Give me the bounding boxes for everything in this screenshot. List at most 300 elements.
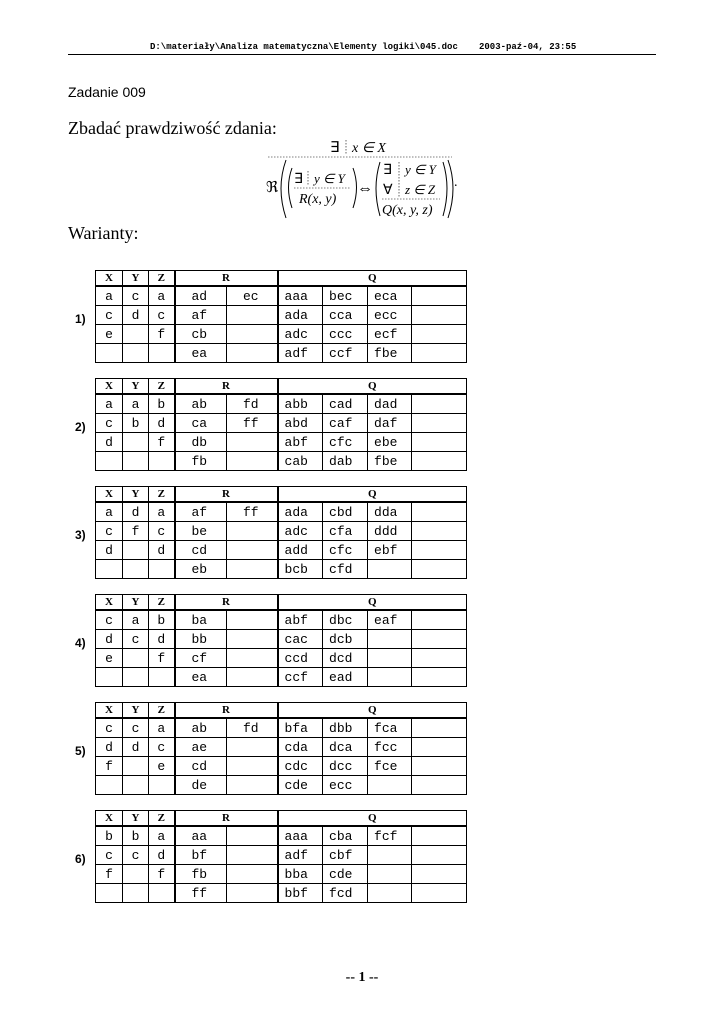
cell-q2: cde <box>323 865 368 884</box>
right-quantifier-2: ∀ <box>383 183 393 198</box>
right-predicate: Q(x, y, z) <box>382 203 433 218</box>
cell-z: c <box>149 738 175 757</box>
cell-q2: ecc <box>323 776 368 795</box>
cell-z: b <box>149 610 175 630</box>
cell-r2 <box>227 738 278 757</box>
cell-q3: dda <box>368 502 412 522</box>
cell-r1: ca <box>175 414 227 433</box>
cell-r2: fd <box>227 718 278 738</box>
page-header <box>68 40 656 55</box>
cell-q1: abf <box>278 433 323 452</box>
cell-y: c <box>123 630 149 649</box>
variant-table <box>95 486 467 579</box>
cell-q1: abd <box>278 414 323 433</box>
cell-r1: cd <box>175 541 227 560</box>
table-row <box>96 414 467 433</box>
cell-q1: bcb <box>278 560 323 579</box>
cell-q3: fcf <box>368 826 412 846</box>
cell-z <box>149 344 175 363</box>
variant-label: 6) <box>75 852 86 866</box>
cell-q4 <box>412 394 467 414</box>
table-row <box>96 826 467 846</box>
cell-r1: cf <box>175 649 227 668</box>
cell-q1: cab <box>278 452 323 471</box>
variants-heading: Warianty: <box>68 223 139 243</box>
variant-table <box>95 594 467 687</box>
table-row <box>96 738 467 757</box>
cell-z <box>149 776 175 795</box>
cell-q1: aaa <box>278 826 323 846</box>
cell-q4 <box>412 776 467 795</box>
cell-q4 <box>412 846 467 865</box>
cell-q2: ead <box>323 668 368 687</box>
cell-q3: ebe <box>368 433 412 452</box>
header-q: Q <box>278 379 467 395</box>
left-predicate: R(x, y) <box>299 192 337 207</box>
table-row <box>96 452 467 471</box>
cell-y <box>123 344 149 363</box>
header-q: Q <box>278 487 467 503</box>
cell-z: d <box>149 846 175 865</box>
cell-r2 <box>227 541 278 560</box>
variant-table <box>95 702 467 795</box>
cell-q2: dbb <box>323 718 368 738</box>
header-r: R <box>175 595 278 611</box>
cell-q2: cbd <box>323 502 368 522</box>
cell-q4 <box>412 502 467 522</box>
cell-y: d <box>123 306 149 325</box>
cell-q3: daf <box>368 414 412 433</box>
header-x: X <box>96 703 123 719</box>
table-row <box>96 286 467 306</box>
cell-q4 <box>412 757 467 776</box>
cell-y <box>123 757 149 776</box>
header-x: X <box>96 811 123 827</box>
cell-q3: fbe <box>368 344 412 363</box>
cell-q1: ccf <box>278 668 323 687</box>
cell-q3: fcc <box>368 738 412 757</box>
cell-q1: ada <box>278 502 323 522</box>
header-y: Y <box>123 811 149 827</box>
cell-x: d <box>96 738 123 757</box>
cell-z <box>149 560 175 579</box>
cell-q2: dab <box>323 452 368 471</box>
cell-y: b <box>123 826 149 846</box>
cell-z: f <box>149 325 175 344</box>
cell-r2 <box>227 433 278 452</box>
cell-x: a <box>96 286 123 306</box>
cell-z: f <box>149 433 175 452</box>
cell-y <box>123 776 149 795</box>
cell-r2 <box>227 610 278 630</box>
cell-r1: be <box>175 522 227 541</box>
header-z: Z <box>149 487 175 503</box>
header-z: Z <box>149 703 175 719</box>
cell-r1: ae <box>175 738 227 757</box>
cell-z: d <box>149 541 175 560</box>
cell-q4 <box>412 884 467 903</box>
right-variable-1: y ∈ Y <box>405 162 436 177</box>
cell-x <box>96 452 123 471</box>
cell-q1: ccd <box>278 649 323 668</box>
cell-q2: caf <box>323 414 368 433</box>
cell-y: d <box>123 738 149 757</box>
table-row <box>96 846 467 865</box>
cell-q3 <box>368 649 412 668</box>
variant-table <box>95 378 467 471</box>
cell-q4 <box>412 865 467 884</box>
cell-q1: add <box>278 541 323 560</box>
cell-z: d <box>149 630 175 649</box>
cell-q2: fcd <box>323 884 368 903</box>
header-y: Y <box>123 487 149 503</box>
cell-r1: fb <box>175 865 227 884</box>
cell-q4 <box>412 649 467 668</box>
cell-q1: abf <box>278 610 323 630</box>
cell-r2: ec <box>227 286 278 306</box>
cell-q1: bba <box>278 865 323 884</box>
header-y: Y <box>123 271 149 287</box>
cell-x: c <box>96 846 123 865</box>
cell-r1: aa <box>175 826 227 846</box>
cell-y <box>123 865 149 884</box>
header-q: Q <box>278 703 467 719</box>
cell-q4 <box>412 306 467 325</box>
cell-q3 <box>368 630 412 649</box>
negation-symbol: ℜ <box>266 180 279 196</box>
cell-q3: eaf <box>368 610 412 630</box>
cell-q2: dcc <box>323 757 368 776</box>
cell-z <box>149 884 175 903</box>
cell-q3: fbe <box>368 452 412 471</box>
cell-q4 <box>412 452 467 471</box>
cell-r1: bb <box>175 630 227 649</box>
cell-r2 <box>227 325 278 344</box>
cell-z: c <box>149 306 175 325</box>
table-row <box>96 884 467 903</box>
header-q: Q <box>278 811 467 827</box>
cell-r1: af <box>175 502 227 522</box>
cell-q3: dad <box>368 394 412 414</box>
variant-table <box>95 810 467 903</box>
table-row <box>96 668 467 687</box>
table-row <box>96 757 467 776</box>
cell-q3: ebf <box>368 541 412 560</box>
cell-r2: fd <box>227 394 278 414</box>
cell-z: a <box>149 286 175 306</box>
cell-z <box>149 668 175 687</box>
cell-r2 <box>227 344 278 363</box>
cell-z: b <box>149 394 175 414</box>
cell-r2 <box>227 668 278 687</box>
cell-y: c <box>123 846 149 865</box>
cell-q1: cdc <box>278 757 323 776</box>
cell-r2: ff <box>227 414 278 433</box>
header-z: Z <box>149 811 175 827</box>
cell-q1: adf <box>278 344 323 363</box>
cell-r2 <box>227 452 278 471</box>
variant-label: 5) <box>75 744 86 758</box>
cell-x: d <box>96 433 123 452</box>
cell-q2: cca <box>323 306 368 325</box>
cell-r2: ff <box>227 502 278 522</box>
cell-z <box>149 452 175 471</box>
cell-q4 <box>412 560 467 579</box>
cell-q2: bec <box>323 286 368 306</box>
cell-q1: cda <box>278 738 323 757</box>
cell-z: a <box>149 718 175 738</box>
cell-q3: ecc <box>368 306 412 325</box>
variant-label: 1) <box>75 312 86 326</box>
header-r: R <box>175 487 278 503</box>
variant-label: 4) <box>75 636 86 650</box>
header-r: R <box>175 379 278 395</box>
cell-q4 <box>412 325 467 344</box>
cell-q3: ddd <box>368 522 412 541</box>
cell-z: f <box>149 865 175 884</box>
cell-q3 <box>368 884 412 903</box>
table-row <box>96 776 467 795</box>
cell-r1: ba <box>175 610 227 630</box>
cell-y <box>123 649 149 668</box>
cell-x: c <box>96 306 123 325</box>
cell-q4 <box>412 433 467 452</box>
file-date: 2003-paź-04, 23:55 <box>479 42 577 52</box>
variant-label: 3) <box>75 528 86 542</box>
cell-z: f <box>149 649 175 668</box>
cell-x <box>96 668 123 687</box>
cell-q2: dbc <box>323 610 368 630</box>
cell-r2 <box>227 560 278 579</box>
table-row <box>96 306 467 325</box>
cell-z: d <box>149 414 175 433</box>
header-r: R <box>175 703 278 719</box>
cell-y <box>123 541 149 560</box>
cell-q4 <box>412 541 467 560</box>
cell-z: a <box>149 826 175 846</box>
cell-r2 <box>227 846 278 865</box>
header-x: X <box>96 271 123 287</box>
header-z: Z <box>149 595 175 611</box>
cell-q2: cba <box>323 826 368 846</box>
cell-q2: cbf <box>323 846 368 865</box>
cell-q1: abb <box>278 394 323 414</box>
cell-y: b <box>123 414 149 433</box>
table-row <box>96 522 467 541</box>
cell-x: a <box>96 502 123 522</box>
table-row <box>96 718 467 738</box>
table-row <box>96 502 467 522</box>
header-x: X <box>96 595 123 611</box>
cell-q1: adf <box>278 846 323 865</box>
logic-formula <box>262 136 474 224</box>
cell-q4 <box>412 668 467 687</box>
cell-y <box>123 884 149 903</box>
cell-r2 <box>227 865 278 884</box>
cell-q1: bfa <box>278 718 323 738</box>
table-row <box>96 865 467 884</box>
cell-x: e <box>96 325 123 344</box>
table-row <box>96 630 467 649</box>
header-x: X <box>96 379 123 395</box>
cell-y <box>123 452 149 471</box>
cell-q2: cfc <box>323 541 368 560</box>
cell-r1: af <box>175 306 227 325</box>
cell-q4 <box>412 718 467 738</box>
cell-r1: ea <box>175 344 227 363</box>
cell-x: c <box>96 414 123 433</box>
cell-q1: bbf <box>278 884 323 903</box>
cell-q2: dca <box>323 738 368 757</box>
cell-q2: ccc <box>323 325 368 344</box>
cell-q4 <box>412 738 467 757</box>
cell-x: c <box>96 718 123 738</box>
cell-r2 <box>227 522 278 541</box>
cell-r1: cb <box>175 325 227 344</box>
outer-quantifier: ∃ <box>330 140 340 156</box>
left-quantifier: ∃ <box>294 172 303 187</box>
left-variable: y ∈ Y <box>314 171 345 186</box>
cell-y: c <box>123 718 149 738</box>
outer-variable: x ∈ X <box>352 141 386 156</box>
cell-z: e <box>149 757 175 776</box>
cell-y: c <box>123 286 149 306</box>
cell-y <box>123 433 149 452</box>
cell-r1: ab <box>175 718 227 738</box>
table-row <box>96 560 467 579</box>
cell-r2 <box>227 884 278 903</box>
cell-r1: ab <box>175 394 227 414</box>
header-z: Z <box>149 271 175 287</box>
cell-q1: cde <box>278 776 323 795</box>
cell-y: a <box>123 394 149 414</box>
file-path: D:\materiały\Analiza matematyczna\Elementy logiki\045.doc <box>150 42 458 52</box>
header-y: Y <box>123 703 149 719</box>
cell-q4 <box>412 344 467 363</box>
cell-x <box>96 884 123 903</box>
cell-q2: cad <box>323 394 368 414</box>
cell-r1: db <box>175 433 227 452</box>
cell-q2: cfa <box>323 522 368 541</box>
cell-r2 <box>227 826 278 846</box>
table-row <box>96 610 467 630</box>
cell-q3: ecf <box>368 325 412 344</box>
cell-y: f <box>123 522 149 541</box>
cell-r1: ea <box>175 668 227 687</box>
right-variable-2: z ∈ Z <box>405 182 436 197</box>
cell-q1: aaa <box>278 286 323 306</box>
header-q: Q <box>278 271 467 287</box>
cell-x: e <box>96 649 123 668</box>
cell-x: b <box>96 826 123 846</box>
header-z: Z <box>149 379 175 395</box>
cell-q4 <box>412 414 467 433</box>
cell-q1: adc <box>278 522 323 541</box>
cell-q4 <box>412 610 467 630</box>
header-r: R <box>175 811 278 827</box>
cell-r2 <box>227 630 278 649</box>
cell-x <box>96 776 123 795</box>
cell-y <box>123 325 149 344</box>
cell-q1: adc <box>278 325 323 344</box>
cell-z: c <box>149 522 175 541</box>
cell-y <box>123 560 149 579</box>
header-r: R <box>175 271 278 287</box>
cell-q2: dcb <box>323 630 368 649</box>
cell-q3: fce <box>368 757 412 776</box>
table-row <box>96 541 467 560</box>
cell-r2 <box>227 306 278 325</box>
cell-q1: cac <box>278 630 323 649</box>
cell-r1: eb <box>175 560 227 579</box>
cell-r1: ff <box>175 884 227 903</box>
cell-y: d <box>123 502 149 522</box>
cell-q3: fca <box>368 718 412 738</box>
variant-label: 2) <box>75 420 86 434</box>
cell-r1: cd <box>175 757 227 776</box>
cell-q2: dcd <box>323 649 368 668</box>
cell-x: a <box>96 394 123 414</box>
cell-q2: ccf <box>323 344 368 363</box>
cell-x: c <box>96 522 123 541</box>
table-row <box>96 344 467 363</box>
cell-r1: ad <box>175 286 227 306</box>
cell-q3 <box>368 560 412 579</box>
cell-q4 <box>412 630 467 649</box>
cell-z: a <box>149 502 175 522</box>
variant-table <box>95 270 467 363</box>
cell-q4 <box>412 522 467 541</box>
formula-period: . <box>454 175 458 190</box>
cell-r1: fb <box>175 452 227 471</box>
right-quantifier-1: ∃ <box>383 163 392 178</box>
cell-r1: de <box>175 776 227 795</box>
cell-r2 <box>227 757 278 776</box>
table-row <box>96 325 467 344</box>
cell-x: c <box>96 610 123 630</box>
cell-q3 <box>368 846 412 865</box>
header-x: X <box>96 487 123 503</box>
cell-x <box>96 560 123 579</box>
cell-q4 <box>412 286 467 306</box>
cell-q3 <box>368 668 412 687</box>
cell-q3: eca <box>368 286 412 306</box>
page-number: -- 1 -- <box>345 970 379 985</box>
task-title: Zadanie 009 <box>68 84 146 100</box>
cell-r2 <box>227 776 278 795</box>
cell-r2 <box>227 649 278 668</box>
table-row <box>96 433 467 452</box>
cell-q3 <box>368 865 412 884</box>
table-row <box>96 394 467 414</box>
cell-r1: bf <box>175 846 227 865</box>
header-y: Y <box>123 379 149 395</box>
cell-x: d <box>96 630 123 649</box>
cell-x <box>96 344 123 363</box>
cell-x: f <box>96 757 123 776</box>
cell-x: d <box>96 541 123 560</box>
header-y: Y <box>123 595 149 611</box>
cell-q4 <box>412 826 467 846</box>
cell-q1: ada <box>278 306 323 325</box>
cell-q2: cfd <box>323 560 368 579</box>
equivalence-symbol: ⇔ <box>357 180 373 197</box>
table-row <box>96 649 467 668</box>
cell-q2: cfc <box>323 433 368 452</box>
cell-q3 <box>368 776 412 795</box>
cell-y <box>123 668 149 687</box>
cell-y: a <box>123 610 149 630</box>
